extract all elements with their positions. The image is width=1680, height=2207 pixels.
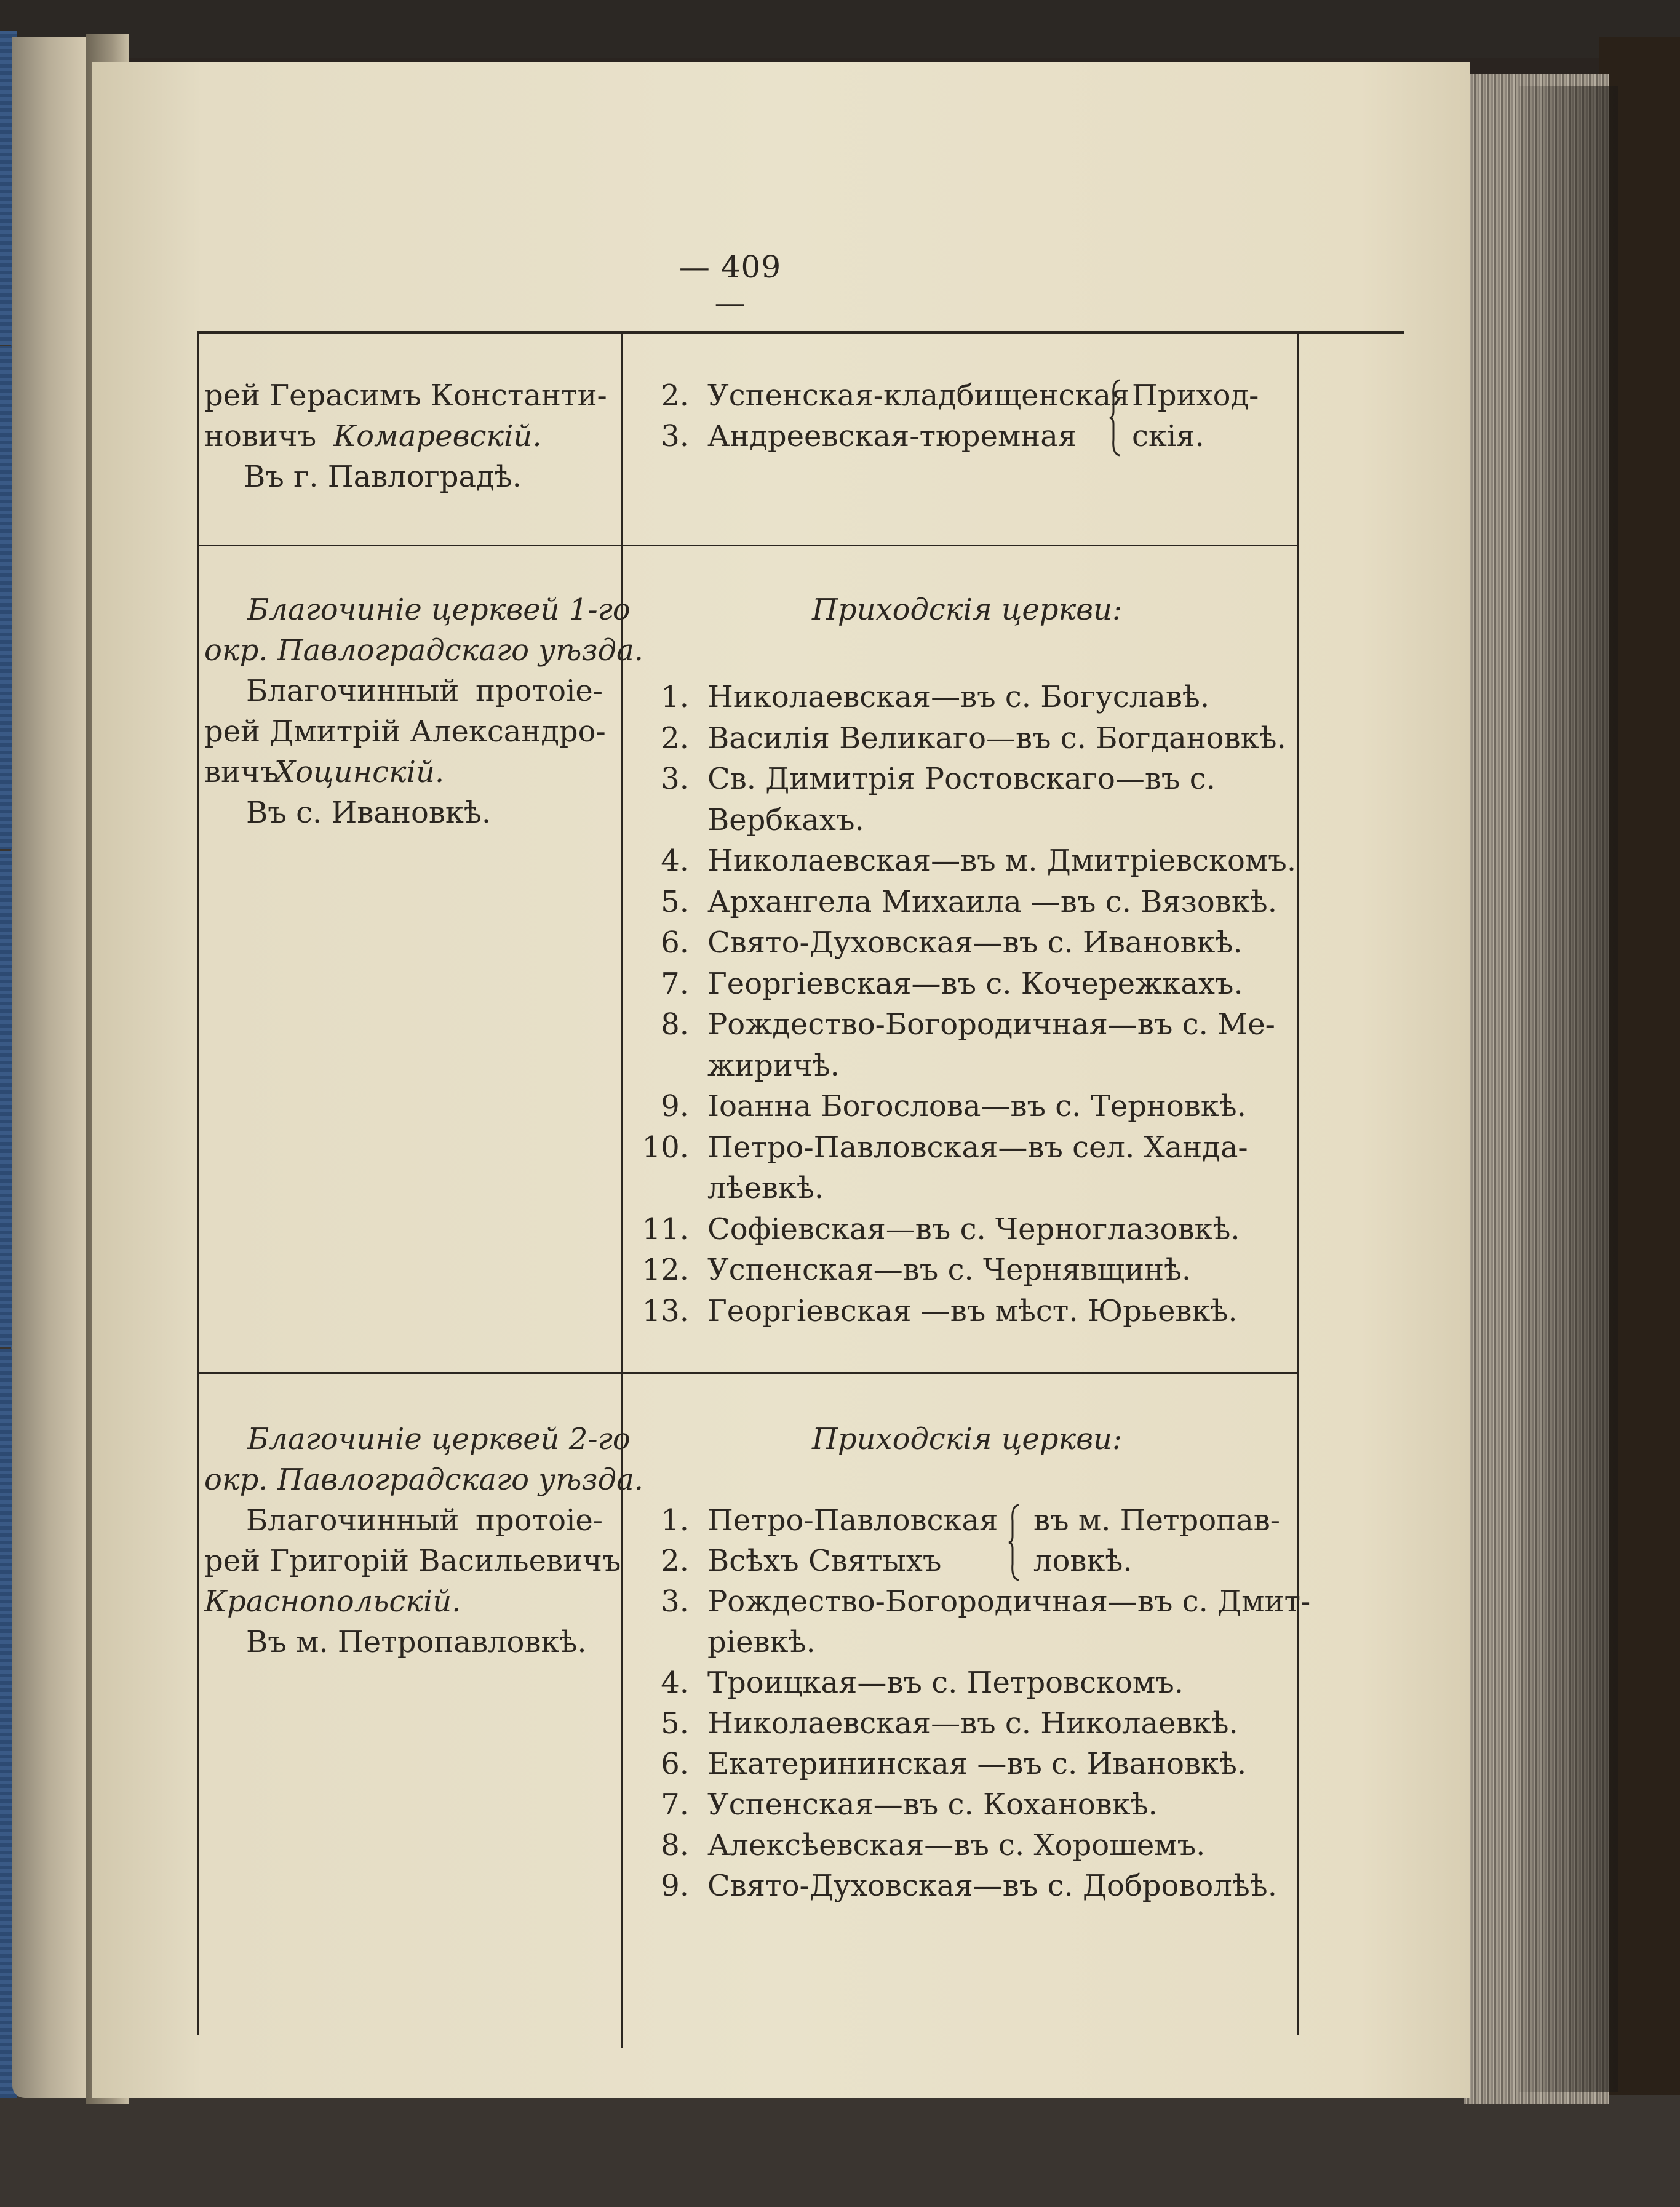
church-name: Софіевская—въ с. Черноглазовкѣ. [707,1211,1240,1247]
deanery-title: окр. Павлоградскаго уѣзда. [204,633,643,668]
church-name: Свято-Духовская—въ с. Ивановкѣ. [707,925,1243,960]
item-number: 2. [661,720,689,756]
church-name: Андреевская-тюремная [707,419,1077,453]
facing-page-rule [0,1347,11,1349]
church-name: Георгіевская—въ с. Кочережкахъ. [707,966,1243,1001]
brace-icon [1106,378,1125,458]
item-number: 4. [661,1666,689,1700]
church-name: Успенская-кладбищенская [707,378,1130,413]
item-number: 2. [661,1544,689,1578]
section-divider [197,545,1298,546]
person-surname: Хоцинскій. [274,755,445,789]
item-number: 9. [661,1869,689,1903]
church-name: Архангела Михаила —въ с. Вязовкѣ. [707,884,1277,919]
cell-line: рей Герасимъ Константи- [204,378,607,413]
church-name: лѣевкѣ. [707,1171,824,1205]
dean-line: вичъ [204,755,279,789]
cell-line: новичъ [204,419,317,453]
person-surname: Комаревскій. [333,419,542,453]
church-name: Екатерининская —въ с. Ивановкѣ. [707,1747,1247,1781]
item-number: 10. [642,1130,689,1165]
table-right-border [1297,331,1299,2035]
item-number: 6. [661,925,689,960]
church-name: Николаевская—въ с. Николаевкѣ. [707,1706,1238,1741]
church-name: Рождество-Богородичная—въ с. Дмит- [707,1584,1311,1619]
church-name: Петро-Павловская [707,1503,998,1538]
church-name: Георгіевская —въ мѣст. Юрьевкѣ. [707,1293,1238,1328]
church-name: Алексѣевская—въ с. Хорошемъ. [707,1828,1206,1862]
church-name: Петро-Павловская—въ сел. Ханда- [707,1130,1248,1165]
church-name: Св. Димитрія Ростовскаго—въ с. [707,762,1216,796]
background-bottom [0,2095,1680,2207]
group-label: скія. [1132,419,1204,453]
section-divider [197,1372,1298,1374]
item-number: 12. [642,1253,689,1287]
church-name: Успенская—въ с. Чернявщинѣ. [707,1253,1192,1287]
item-number: 1. [661,680,689,714]
deanery-title: Благочиніе церквей 1-го [247,593,631,627]
item-number: 3. [661,762,689,796]
church-name: Іоанна Богослова—въ с. Терновкѣ. [707,1089,1246,1123]
church-name: ріевкѣ. [707,1625,816,1659]
church-name: Свято-Духовская—въ с. Доброволѣѣ. [707,1869,1277,1903]
item-number: 1. [661,1503,689,1538]
item-number: 3. [661,419,689,453]
item-number: 8. [661,1828,689,1862]
item-number: 5. [661,884,689,919]
table-top-rule [197,331,1404,334]
deanery-title: Благочиніе церквей 2-го [247,1422,631,1456]
church-name: Вербкахъ. [707,802,864,837]
facing-page-rule [0,345,11,346]
table-left-border [197,331,199,2035]
church-name: Рождество-Богородичная—въ с. Ме- [707,1007,1275,1042]
dean-line: рей Дмитрій Александро- [204,714,606,749]
church-name: Всѣхъ Святыхъ [707,1544,942,1578]
church-name: Николаевская—въ с. Богуславѣ. [707,680,1210,714]
page-number: — 409 — [679,249,782,321]
dean-line: рей Григорій Васильевичъ [204,1544,621,1578]
location-line: Въ м. Петропавловкѣ. [246,1625,587,1659]
item-number: 2. [661,378,689,413]
section-heading: Приходскія церкви: [812,593,1123,627]
church-name: Успенская—въ с. Кохановкѣ. [707,1787,1158,1822]
church-name: жиричѣ. [707,1048,840,1083]
item-number: 7. [661,966,689,1001]
item-number: 3. [661,1584,689,1619]
dean-line: Благочинный протоіе- [246,674,603,708]
brace-icon [1005,1503,1024,1582]
item-number: 4. [661,844,689,878]
book-page [92,62,1470,2098]
background-top [0,0,1680,58]
group-label: въ м. Петропав- [1033,1503,1280,1538]
group-label: ловкѣ. [1033,1544,1133,1578]
section-heading: Приходскія церкви: [812,1422,1123,1456]
item-number: 9. [661,1089,689,1123]
location-line: Въ с. Ивановкѣ. [246,796,492,830]
facing-page-rule [0,849,11,851]
item-number: 13. [642,1293,689,1328]
dean-line: Благочинный протоіе- [246,1503,603,1538]
person-surname: Краснопольскій. [204,1584,461,1619]
group-label: Приход- [1132,378,1259,413]
church-name: Троицкая—въ с. Петровскомъ. [707,1666,1184,1700]
item-number: 5. [661,1706,689,1741]
table-column-divider [621,331,623,2048]
church-name: Василія Великаго—въ с. Богдановкѣ. [707,720,1286,756]
location-line: Въ г. Павлоградѣ. [244,460,522,494]
item-number: 8. [661,1007,689,1042]
item-number: 6. [661,1747,689,1781]
item-number: 11. [642,1211,689,1247]
church-name: Николаевская—въ м. Дмитріевскомъ. [707,844,1297,878]
item-number: 7. [661,1787,689,1822]
page-edges-shadow [1519,86,1618,2092]
deanery-title: окр. Павлоградскаго уѣзда. [204,1463,643,1497]
